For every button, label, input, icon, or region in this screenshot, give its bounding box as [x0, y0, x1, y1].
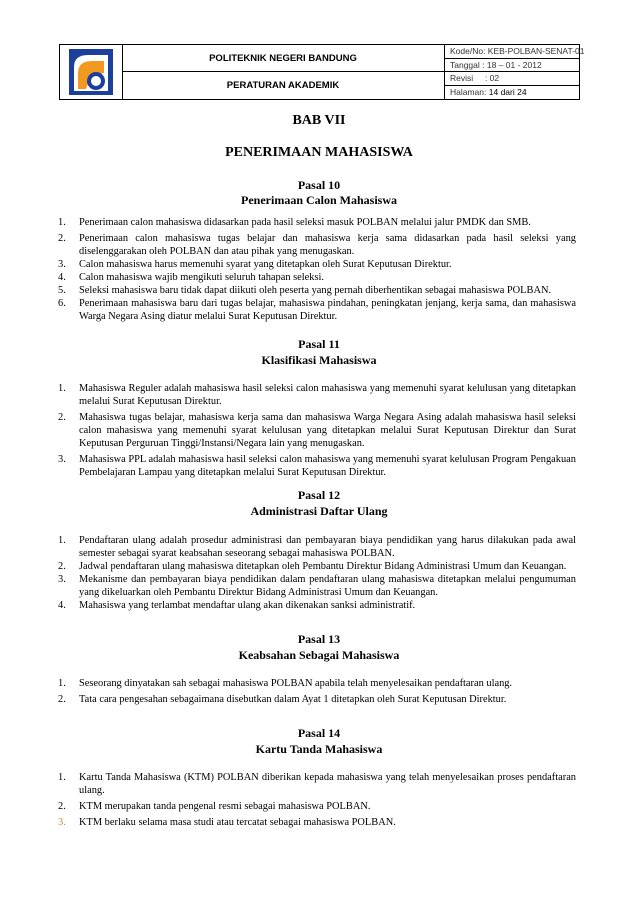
- list-item: 3. Mahasiswa PPL adalah mahasiswa hasil seleksi calon mahasiswa yang memenuhi syarat kelulusan Program Pengakuan Pembelajaran Lampau yang ditetapkan melalui Surat Keputusan Direktur.: [58, 454, 576, 478]
- list-item: 2. Jadwal pendaftaran ulang mahasiswa ditetapkan oleh Pembantu Direktur Bidang Administrasi Umum dan Keuangan.: [58, 561, 567, 572]
- list-item: 1. Pendaftaran ulang adalah prosedur administrasi dan pembayaran biaya pendidikan yang harus dilakukan pada awal semester sebagai syarat keabsahan seseorang sebagai mahasiswa POLBAN.: [58, 535, 576, 559]
- section-pasal: Pasal 10: [297, 178, 341, 192]
- list-item: 3. KTM berlaku selama masa studi atau tercatat sebagai mahasiswa POLBAN.: [58, 817, 396, 828]
- section-title: Keabsahan Sebagai Mahasiswa: [238, 648, 400, 662]
- section-list: [58, 382, 576, 479]
- polban-logo: [60, 45, 122, 99]
- section-list: [58, 216, 576, 323]
- list-item: 1. Penerimaan calon mahasiswa didasarkan pada hasil seleksi masuk POLBAN melalui jalur PMDK dan SMB.: [58, 217, 531, 228]
- section-list: [58, 677, 576, 706]
- chapter-title: PENERIMAAN MAHASISWA: [225, 145, 413, 160]
- document-header: [59, 44, 585, 100]
- institution-name: POLITEKNIK NEGERI BANDUNG: [122, 45, 444, 72]
- chapter-number: BAB VII: [292, 113, 346, 128]
- page-label: Halaman:: [450, 86, 489, 97]
- header-title-cell: [122, 45, 445, 99]
- list-item: 5. Seleksi mahasiswa baru tidak dapat diikuti oleh peserta yang pernah diberhentikan sebagai mahasiswa POLBAN.: [58, 285, 552, 296]
- list-item: 4. Mahasiswa yang terlambat mendaftar ulang akan dikenakan sanksi administratif.: [58, 600, 416, 611]
- list-item: 6. Penerimaan mahasiswa baru dari tugas belajar, mahasiswa pindahan, peningkatan jenjang, kerja sama, dan mahasiswa Warga Negara Asing diatur melalui Surat Keputusan Direktur.: [58, 298, 576, 322]
- section-title: Penerimaan Calon Mahasiswa: [241, 193, 397, 207]
- list-item: 3. Mekanisme dan pembayaran biaya pendidikan dalam pendaftaran ulang mahasiswa ditetapkan melalui pengumuman yang dikeluarkan oleh Pembantu Direktur Bidang Administrasi Umum dan Keuangan.: [58, 574, 576, 598]
- logo-cell: [60, 45, 123, 99]
- list-item: 1. Mahasiswa Reguler adalah mahasiswa hasil seleksi calon mahasiswa yang memenuhi syarat kelulusan yang ditetapkan melalui Surat Keputusan Direktur.: [58, 383, 576, 407]
- section-title: Klasifikasi Mahasiswa: [261, 353, 377, 367]
- page-value: 14 dari 24: [488, 86, 527, 97]
- document-revision: Revisi : 02: [444, 72, 579, 86]
- list-item: 2. Mahasiswa tugas belajar, mahasiswa kerja sama dan mahasiswa Warga Negara Asing adalah mahasiswa hasil seleksi calon mahasiswa yang memenuhi syarat kelulusan yang ditetapkan melalui Surat Keputusan Direktur dan Surat Keputusan Perguruan Tinggi/Instansi/Negara lain yang menugaskan.: [58, 412, 576, 449]
- document-title: PERATURAN AKADEMIK: [226, 80, 340, 91]
- page-number: [444, 86, 579, 100]
- section-list: [58, 534, 576, 612]
- section-pasal: Pasal 12: [297, 488, 341, 502]
- section-pasal: Pasal 11: [298, 337, 340, 351]
- list-item: 4. Calon mahasiswa wajib mengikuti seluruh tahapan seleksi.: [58, 272, 324, 283]
- list-item: 2. KTM merupakan tanda pengenal resmi sebagai mahasiswa POLBAN.: [58, 801, 371, 812]
- section-title: Administrasi Daftar Ulang: [250, 504, 388, 518]
- header-meta-cell: [444, 45, 585, 99]
- list-item: 1. Seseorang dinyatakan sah sebagai mahasiswa POLBAN apabila telah menyelesaikan pendaftaran ulang.: [58, 678, 513, 689]
- section-pasal: Pasal 13: [297, 632, 341, 646]
- list-item: 1. Kartu Tanda Mahasiswa (KTM) POLBAN diberikan kepada mahasiswa yang telah menyelesaikan proses pendaftaran ulang.: [58, 772, 576, 796]
- list-item: 2. Penerimaan calon mahasiswa tugas belajar dan mahasiswa kerja sama didasarkan pada hasil seleksi yang diselenggarakan oleh POLBAN dan atau pihak yang menugaskan.: [58, 233, 576, 257]
- section-list: [58, 771, 576, 829]
- list-item: 3. Calon mahasiswa harus memenuhi syarat yang ditetapkan oleh Surat Keputusan Direktur.: [58, 259, 452, 270]
- section-title: Kartu Tanda Mahasiswa: [255, 742, 383, 756]
- list-item: 2. Tata cara pengesahan sebagaimana disebutkan dalam Ayat 1 ditetapkan oleh Surat Keputusan Direktur.: [58, 694, 507, 705]
- section-pasal: Pasal 14: [297, 726, 341, 740]
- document-date: Tanggal : 18 – 01 - 2012: [444, 59, 579, 73]
- document-code: Kode/No: KEB-POLBAN-SENAT-01: [444, 45, 579, 59]
